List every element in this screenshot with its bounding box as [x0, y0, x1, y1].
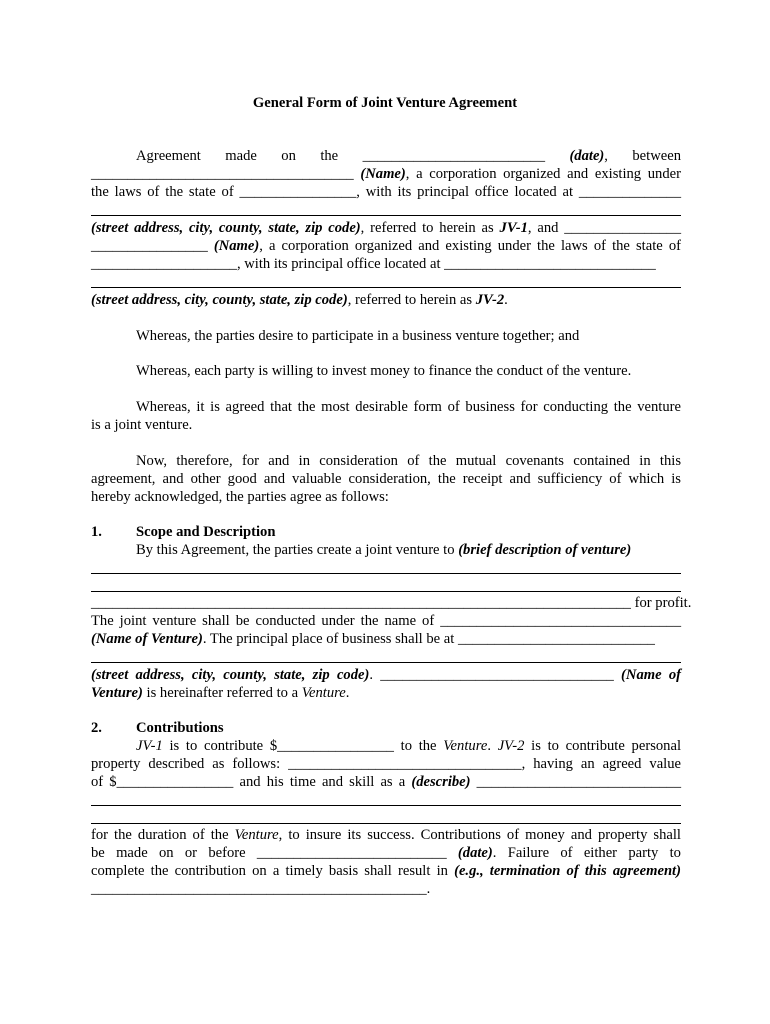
- whereas-clause-3-line-1: Whereas, it is agreed that the most desirable form of business for conducting the venture: [136, 399, 681, 415]
- section-1-line-8: Venture) is hereinafter referred to a Venture.: [91, 685, 350, 701]
- blank-rule: [91, 823, 681, 824]
- now-therefore-line-1: Now, therefore, for and in consideration of the mutual covenants contained in this: [136, 453, 681, 469]
- whereas-clause-3-line-2: is a joint venture.: [91, 417, 193, 433]
- blank-rule: [91, 287, 681, 288]
- preamble-line-3: the laws of the state of ________________, with its principal office located at ______________: [91, 184, 681, 200]
- section-1-line-7: (street address, city, county, state, zip code). ________________________________ (Name of: [91, 667, 681, 683]
- blank-rule: [91, 573, 681, 574]
- section-1-heading: 1. Scope and Description: [91, 524, 276, 540]
- section-1-line-4: __________________________________________________________________________ for profit.: [91, 595, 692, 611]
- section-2-line-2: property described as follows: ________________________________, having an agreed value: [91, 756, 681, 772]
- now-therefore-line-3: hereby acknowledged, the parties agree as follows:: [91, 489, 389, 505]
- blank-rule: [91, 805, 681, 806]
- section-2-line-6: for the duration of the Venture, to insure its success. Contributions of money and property shall: [91, 827, 681, 843]
- section-1-line-5: The joint venture shall be conducted under the name of _________________________________: [91, 613, 681, 629]
- preamble-line-1: Agreement made on the _________________________ (date), between: [136, 148, 681, 164]
- blank-rule: [91, 215, 681, 216]
- preamble-line-5: ________________ (Name), a corporation organized and existing under the laws of the state of: [91, 238, 681, 254]
- preamble-line-2: ____________________________________ (Name), a corporation organized and existing under: [91, 166, 681, 182]
- preamble-line-4: (street address, city, county, state, zip code), referred to herein as JV-1, and ________________: [91, 220, 681, 236]
- section-2-line-7: be made on or before __________________________ (date). Failure of either party to: [91, 845, 681, 861]
- section-2-line-9: ______________________________________________.: [91, 881, 431, 897]
- section-2-heading: 2. Contributions: [91, 720, 224, 736]
- section-2-line-1: JV-1 is to contribute $________________ to the Venture. JV-2 is to contribute personal: [136, 738, 681, 754]
- now-therefore-line-2: agreement, and other good and valuable consideration, the receipt and sufficiency of which is: [91, 471, 681, 487]
- section-1-line-1: By this Agreement, the parties create a joint venture to (brief description of venture): [136, 542, 632, 558]
- section-2-line-8: complete the contribution on a timely basis shall result in (e.g., termination of this agreement): [91, 863, 681, 879]
- section-1-line-6: (Name of Venture). The principal place of business shall be at ___________________________: [91, 631, 655, 647]
- document-title: General Form of Joint Venture Agreement: [252, 95, 518, 111]
- preamble-line-7: (street address, city, county, state, zip code), referred to herein as JV-2.: [91, 292, 508, 308]
- preamble-line-6: ____________________, with its principal office located at _____________________________: [91, 256, 656, 272]
- whereas-clause-1: Whereas, the parties desire to participate in a business venture together; and: [136, 328, 580, 344]
- blank-rule: [91, 591, 681, 592]
- whereas-clause-2: Whereas, each party is willing to invest money to finance the conduct of the venture.: [136, 363, 632, 379]
- blank-rule: [91, 662, 681, 663]
- section-2-line-3: of $________________ and his time and skill as a (describe) ____________________________: [91, 774, 681, 790]
